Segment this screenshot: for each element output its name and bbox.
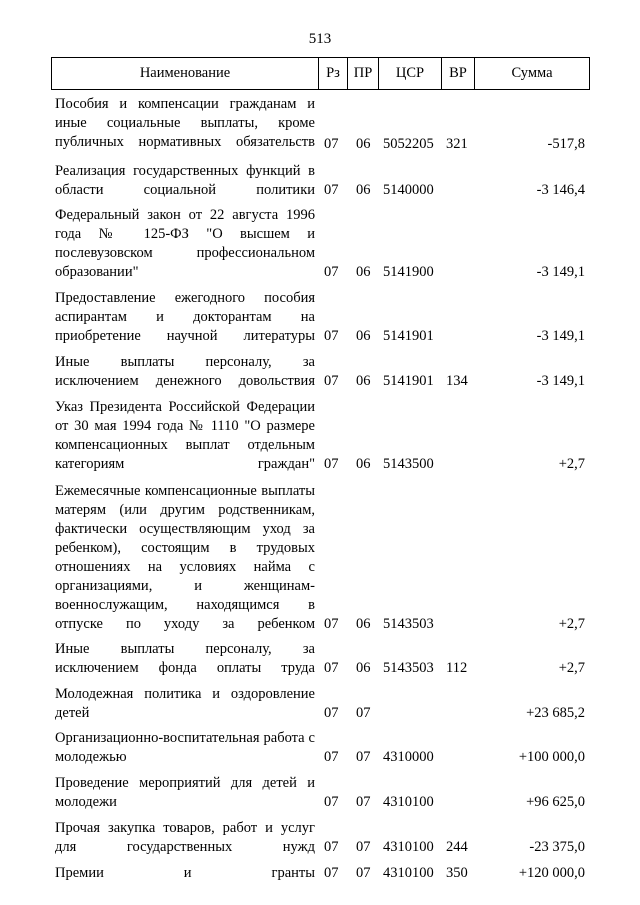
row-name: Реализация государственных функций в области социальной политики xyxy=(55,163,315,198)
table-row xyxy=(0,353,640,391)
page-number: 513 xyxy=(308,31,332,47)
row-pr: 07 xyxy=(356,794,371,810)
row-rz: 07 xyxy=(324,616,339,632)
row-rz: 07 xyxy=(324,839,339,855)
row-vr: 244 xyxy=(446,839,468,855)
row-csr: 5052205 xyxy=(383,136,434,152)
row-rz: 07 xyxy=(324,749,339,765)
row-pr: 06 xyxy=(356,182,371,198)
row-sum: +120 000,0 xyxy=(518,865,585,881)
table-row xyxy=(0,819,640,857)
row-rz: 07 xyxy=(324,705,339,721)
row-pr: 06 xyxy=(356,616,371,632)
row-csr: 4310100 xyxy=(383,794,434,810)
row-name: Организационно-воспитательная работа с молодежью xyxy=(55,730,315,765)
row-pr: 07 xyxy=(356,839,371,855)
row-rz: 07 xyxy=(324,182,339,198)
row-sum: -23 375,0 xyxy=(529,839,585,855)
row-csr: 5141901 xyxy=(383,373,434,389)
row-csr: 5143500 xyxy=(383,456,434,472)
row-pr: 07 xyxy=(356,749,371,765)
row-sum: -3 149,1 xyxy=(536,264,585,280)
row-name: Молодежная политика и оздоровление детей xyxy=(55,686,315,721)
row-rz: 07 xyxy=(324,794,339,810)
row-csr: 4310100 xyxy=(383,839,434,855)
row-rz: 07 xyxy=(324,328,339,344)
table-body xyxy=(0,95,640,883)
row-csr: 5141901 xyxy=(383,328,434,344)
row-name: Федеральный закон от 22 августа 1996 года № 125-ФЗ "О высшем и послевузовском профессиональном образовании" xyxy=(55,207,315,280)
row-csr: 4310100 xyxy=(383,865,434,881)
row-name: Ежемесячные компенсационные выплаты матерям (или другим родственникам, фактически осуществляющим уход за ребенком), состоящим в трудовых отношениях на условиях найма с организациями, и женщинам-военнослужащим, находящимся в отпуске по уходу за ребенком xyxy=(55,483,315,632)
row-rz: 07 xyxy=(324,660,339,676)
row-vr: 134 xyxy=(446,373,468,389)
row-vr: 350 xyxy=(446,865,468,881)
row-rz: 07 xyxy=(324,136,339,152)
row-sum: +96 625,0 xyxy=(526,794,585,810)
column-header-name: Наименование xyxy=(139,65,231,81)
column-header-vr: ВР xyxy=(449,65,467,81)
table-header xyxy=(51,57,590,90)
row-sum: +2,7 xyxy=(558,616,585,632)
column-header-csr: ЦСР xyxy=(395,65,425,81)
table-row xyxy=(0,864,640,883)
row-csr: 5141900 xyxy=(383,264,434,280)
row-vr: 321 xyxy=(446,136,468,152)
row-sum: +100 000,0 xyxy=(518,749,585,765)
row-pr: 06 xyxy=(356,660,371,676)
table-row xyxy=(0,640,640,678)
row-pr: 06 xyxy=(356,264,371,280)
table-row xyxy=(0,774,640,812)
row-name: Иные выплаты персоналу, за исключением фонда оплаты труда xyxy=(55,641,315,676)
row-pr: 06 xyxy=(356,456,371,472)
row-rz: 07 xyxy=(324,456,339,472)
row-rz: 07 xyxy=(324,373,339,389)
row-csr: 5140000 xyxy=(383,182,434,198)
row-name: Указ Президента Российской Федерации от 30 мая 1994 года № 1110 "О размере компенсационных выплат отдельным категориям граждан" xyxy=(55,399,315,472)
row-name: Предоставление ежегодного пособия аспирантам и докторантам на приобретение научной литературы xyxy=(55,290,315,344)
table-row xyxy=(0,482,640,634)
row-sum: -517,8 xyxy=(547,136,585,152)
row-csr: 4310000 xyxy=(383,749,434,765)
row-rz: 07 xyxy=(324,264,339,280)
row-sum: -3 149,1 xyxy=(536,373,585,389)
row-name: Премии и гранты xyxy=(55,865,315,881)
table-row xyxy=(0,95,640,154)
column-header-pr: ПР xyxy=(353,65,373,81)
row-pr: 06 xyxy=(356,136,371,152)
row-name: Пособия и компенсации гражданам и иные социальные выплаты, кроме публичных нормативных обязательств xyxy=(55,96,315,150)
row-sum: +2,7 xyxy=(558,660,585,676)
column-header-sum: Сумма xyxy=(511,65,553,81)
row-pr: 06 xyxy=(356,373,371,389)
row-sum: +2,7 xyxy=(558,456,585,472)
table-row xyxy=(0,162,640,200)
row-sum: -3 146,4 xyxy=(536,182,585,198)
row-csr: 5143503 xyxy=(383,616,434,632)
table-row xyxy=(0,685,640,723)
table-row xyxy=(0,206,640,282)
row-name: Проведение мероприятий для детей и молодежи xyxy=(55,775,315,810)
row-sum: +23 685,2 xyxy=(526,705,585,721)
row-rz: 07 xyxy=(324,865,339,881)
table-row xyxy=(0,289,640,346)
row-csr: 5143503 xyxy=(383,660,434,676)
column-header-rz: Рз xyxy=(326,65,340,81)
row-pr: 06 xyxy=(356,328,371,344)
row-pr: 07 xyxy=(356,705,371,721)
row-name: Прочая закупка товаров, работ и услуг для государственных нужд xyxy=(55,820,315,855)
row-sum: -3 149,1 xyxy=(536,328,585,344)
table-row xyxy=(0,398,640,474)
table-row xyxy=(0,729,640,767)
row-vr: 112 xyxy=(446,660,468,676)
row-pr: 07 xyxy=(356,865,371,881)
row-name: Иные выплаты персоналу, за исключением денежного довольствия xyxy=(55,354,315,389)
